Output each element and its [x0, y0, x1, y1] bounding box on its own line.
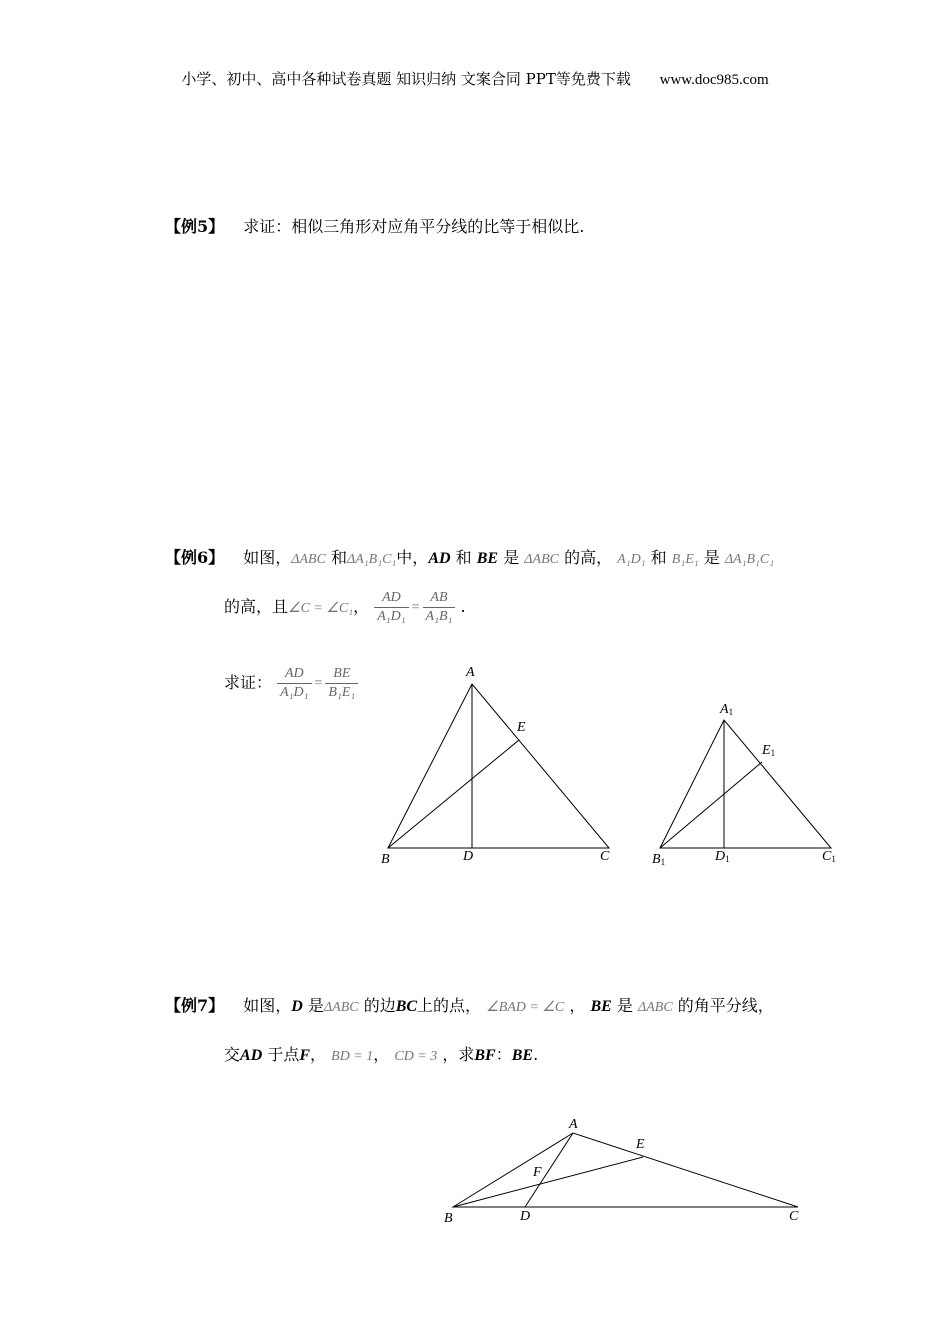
header-text: 小学、初中、高中各种试卷真题 知识归纳 文案合同 PPT等免费下载: [181, 70, 631, 88]
label-c1: [822, 849, 836, 864]
label-c: C: [789, 1209, 799, 1224]
subscript: 1: [728, 707, 734, 717]
triangle-a1b1c1: ΔA₁B₁C₁: [724, 552, 775, 567]
label-e: E: [636, 1137, 645, 1152]
letter: B: [652, 852, 661, 867]
text: 是: [307, 996, 324, 1015]
fraction-ad-a1d1: [277, 666, 311, 701]
example-7-line-2: [224, 1042, 538, 1065]
text: 是: [503, 548, 520, 567]
label-d1: [714, 849, 730, 864]
label-d: D: [463, 849, 474, 864]
numerator: BE: [325, 666, 358, 684]
label-f: F: [533, 1165, 542, 1180]
example-5-text: 求证：相似三角形对应角平分线的比等于相似比.: [243, 217, 585, 236]
text: 中，: [396, 548, 429, 567]
text: ，: [569, 996, 586, 1015]
triangle-abc: ΔABC: [291, 552, 326, 567]
example-7-tag: 【例7】: [165, 996, 225, 1015]
text: 是: [703, 548, 720, 567]
text: 交: [224, 1045, 241, 1064]
text: 是: [616, 996, 633, 1015]
triangle-outline: [453, 1133, 798, 1207]
text: 如图，: [243, 548, 292, 567]
numerator: AD: [374, 590, 408, 608]
subscript: 1: [770, 748, 776, 758]
numerator: AD: [277, 666, 311, 684]
text: 于点: [267, 1045, 300, 1064]
denominator: A₁B₁: [425, 609, 453, 624]
segment-be: BE: [476, 550, 499, 567]
triangle-abc: ΔABC: [323, 1000, 359, 1015]
fraction-be-b1e1: [325, 666, 358, 701]
label-b1: [652, 852, 665, 867]
letter: D: [715, 849, 726, 864]
angle-equality: ∠BAD = ∠C: [486, 1000, 565, 1015]
example-5-tag: 【例5】: [165, 217, 225, 236]
label-a: A: [569, 1117, 578, 1132]
label-e1: [761, 743, 775, 758]
equals-sign: =: [411, 599, 420, 615]
text: 的边: [363, 996, 396, 1015]
text: 和: [455, 548, 472, 567]
example-6-prove: [224, 666, 358, 701]
segment-a1d1: A₁D₁: [617, 552, 646, 567]
text: 的高，: [564, 548, 613, 567]
example-6-line-1: [165, 545, 774, 568]
text: ：: [495, 1045, 512, 1064]
page-header: [0, 68, 950, 89]
label-b: B: [381, 852, 390, 867]
fraction-ad-a1d1: [374, 590, 408, 625]
triangle-abc: ΔABC: [638, 1000, 673, 1015]
text: .: [460, 597, 466, 616]
segment-bf: BF: [474, 1047, 496, 1064]
example-7-line-1: [165, 993, 774, 1016]
example-5: [165, 214, 584, 237]
equals-sign: =: [314, 675, 323, 691]
denominator: A₁D₁: [377, 609, 406, 624]
label-e: E: [517, 720, 526, 735]
text: 和: [331, 548, 348, 567]
angle-equality: ∠C = ∠C₁: [288, 601, 354, 616]
text: 如图，: [243, 996, 292, 1015]
text: ，求: [442, 1045, 475, 1064]
label-a1: [719, 702, 733, 717]
bd-value: BD = 1: [331, 1049, 374, 1064]
text: .: [533, 1045, 539, 1064]
text: 和: [650, 548, 667, 567]
cd-value: CD = 3: [394, 1049, 438, 1064]
segment-ad: AD: [428, 550, 451, 567]
bisector-be: [453, 1157, 643, 1207]
example-6-line-2: [224, 590, 466, 625]
triangle-a1b1c1: ΔA₁B₁C₁: [347, 552, 397, 567]
label-b: B: [444, 1211, 453, 1226]
text: 上的点，: [417, 996, 482, 1015]
text: 的角平分线，: [677, 996, 774, 1015]
letter: A: [720, 702, 729, 717]
subscript: 1: [831, 854, 836, 864]
figure-triangle-abc-bisector: [435, 1110, 815, 1230]
segment-ad: AD: [240, 1047, 263, 1064]
label-d: D: [520, 1209, 531, 1224]
point-d: D: [291, 998, 303, 1015]
figure-triangle-abc: [375, 660, 625, 870]
segment-bc: BC: [395, 998, 418, 1015]
segment-be: BE: [590, 998, 612, 1015]
text: ，: [310, 1045, 327, 1064]
text: 的高，且: [224, 597, 289, 616]
header-url[interactable]: www.doc985.com: [659, 72, 769, 88]
altitude-be: [388, 740, 519, 848]
text: ，: [353, 597, 370, 616]
subscript: 1: [660, 857, 666, 867]
letter: E: [762, 743, 771, 758]
segment-be: BE: [511, 1047, 534, 1064]
figure-triangle-a1b1c1: [645, 695, 845, 875]
denominator: B₁E₁: [328, 685, 356, 700]
point-f: F: [299, 1047, 311, 1064]
fraction-ab-a1b1: [423, 590, 456, 625]
label-a: A: [466, 665, 475, 680]
denominator: A₁D₁: [280, 685, 309, 700]
letter: C: [822, 849, 832, 864]
subscript: 1: [725, 854, 730, 864]
altitude-b1e1: [660, 762, 762, 848]
triangle-outline: [388, 684, 609, 848]
triangle-abc: ΔABC: [524, 552, 559, 567]
example-6-tag: 【例6】: [165, 548, 225, 567]
segment-b1e1: B₁E₁: [671, 552, 699, 567]
text: ，: [373, 1045, 390, 1064]
triangle-outline: [660, 720, 831, 848]
numerator: AB: [423, 590, 456, 608]
prove-label: 求证：: [224, 673, 273, 692]
label-c: C: [600, 849, 610, 864]
